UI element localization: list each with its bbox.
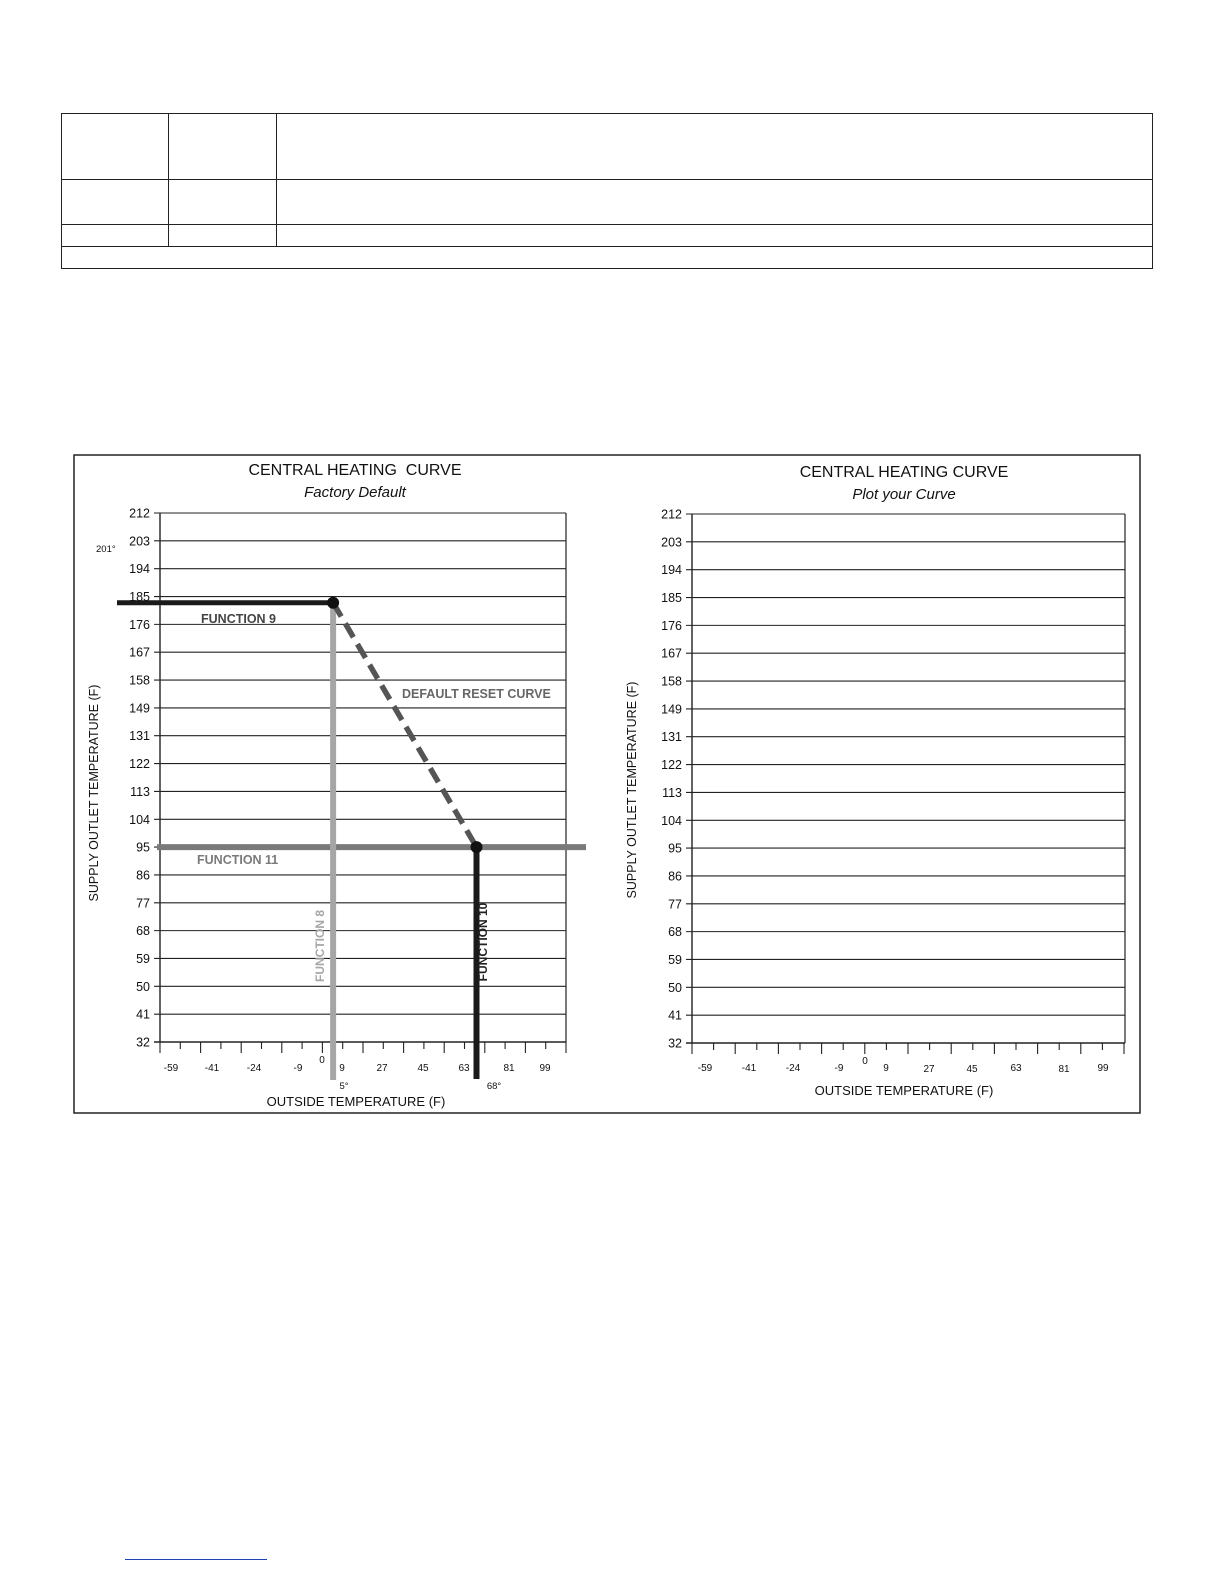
function-9-label: FUNCTION 9 (201, 612, 276, 626)
x-tick-label: 63 (1010, 1063, 1022, 1074)
x-tick-labels (692, 1043, 1124, 1075)
y-tick-label: 59 (136, 951, 150, 966)
x-tick-label: -41 (204, 1063, 220, 1074)
y-tick-label: 167 (661, 646, 682, 661)
y-tick-label: 194 (129, 562, 150, 577)
annotation-68: 68° (486, 1081, 502, 1092)
chart-subtitle: Plot your Curve (852, 486, 956, 503)
x-tick-labels (160, 1042, 566, 1074)
y-tick-label: 113 (662, 785, 682, 800)
chart-title: CENTRAL HEATING CURVE (799, 464, 1009, 481)
y-tick-label: 212 (129, 506, 150, 521)
y-tick-label: 68 (668, 925, 682, 940)
y-tick-label: 131 (661, 730, 682, 745)
x-tick-label: 99 (1097, 1063, 1109, 1074)
footnote-rule (125, 1559, 267, 1560)
x-tick-label: 0 (319, 1055, 325, 1066)
x-tick-label: 27 (923, 1064, 935, 1075)
y-tick-label: 104 (661, 813, 682, 828)
chart-plot-your-curve (625, 464, 1125, 1098)
chart-factory-default (87, 462, 586, 1109)
y-tick-label: 194 (661, 563, 682, 578)
y-tick-label: 212 (661, 507, 682, 522)
function-11-label: FUNCTION 11 (197, 853, 279, 867)
x-tick-label: 0 (862, 1056, 868, 1067)
chart-subtitle: Factory Default (304, 484, 406, 501)
y-tick-label: 95 (668, 841, 682, 856)
y-tick-label: 176 (661, 618, 682, 633)
y-tick-label: 95 (136, 840, 150, 855)
y-tick-label: 50 (668, 980, 682, 995)
y-tick-label: 203 (129, 534, 150, 549)
x-tick-label: -59 (697, 1063, 713, 1074)
annotation-201: 201° (96, 544, 116, 555)
y-tick-label: 122 (129, 757, 150, 772)
x-tick-label: 45 (417, 1063, 429, 1074)
y-tick-label: 104 (129, 812, 150, 827)
y-tick-label: 203 (661, 535, 682, 550)
function-10-label: FUNCTION 10 (476, 902, 490, 982)
y-tick-labels (661, 508, 682, 1051)
x-tick-label: 9 (339, 1063, 345, 1074)
y-tick-label: 32 (668, 1036, 682, 1051)
y-tick-label: 113 (130, 784, 150, 799)
x-tick-label: 27 (376, 1063, 388, 1074)
y-tick-label: 167 (129, 645, 150, 660)
grid (154, 513, 566, 1042)
reset-point-lower (471, 841, 483, 853)
y-tick-label: 185 (661, 591, 682, 606)
y-tick-label: 149 (661, 702, 682, 717)
x-tick-label: -9 (293, 1063, 303, 1074)
x-tick-label: -59 (163, 1063, 179, 1074)
y-tick-label: 32 (136, 1035, 150, 1050)
y-tick-label: 86 (668, 869, 682, 884)
y-tick-labels (129, 507, 150, 1050)
y-tick-label: 158 (129, 673, 150, 688)
y-axis-label: SUPPLY OUTLET TEMPERATURE (F) (625, 681, 639, 899)
y-tick-label: 77 (668, 897, 682, 912)
reset-curve-label: DEFAULT RESET CURVE (402, 687, 551, 701)
x-tick-label: 99 (539, 1063, 551, 1074)
x-tick-label: 81 (1058, 1064, 1070, 1075)
y-tick-label: 122 (661, 758, 682, 773)
y-tick-label: 185 (129, 590, 150, 605)
annotation-5: 5° (339, 1081, 349, 1092)
y-tick-label: 86 (136, 868, 150, 883)
x-tick-label: -41 (741, 1063, 757, 1074)
x-tick-label: -24 (785, 1063, 801, 1074)
y-tick-label: 41 (136, 1007, 150, 1022)
function-8-label: FUNCTION 8 (313, 910, 327, 982)
y-tick-label: 50 (136, 979, 150, 994)
x-tick-label: 81 (503, 1063, 515, 1074)
y-tick-label: 158 (661, 674, 682, 689)
y-tick-label: 68 (136, 924, 150, 939)
y-tick-label: 149 (129, 701, 150, 716)
x-tick-label: 45 (966, 1064, 978, 1075)
chart-title: CENTRAL HEATING CURVE (248, 462, 462, 479)
y-axis-label: SUPPLY OUTLET TEMPERATURE (F) (87, 684, 101, 902)
x-tick-label: 63 (458, 1063, 470, 1074)
y-tick-label: 176 (129, 617, 150, 632)
grid (686, 514, 1125, 1043)
x-axis-label: OUTSIDE TEMPERATURE (F) (814, 1083, 994, 1098)
default-reset-curve (333, 603, 476, 847)
y-tick-label: 131 (129, 729, 150, 744)
y-tick-label: 59 (668, 952, 682, 967)
x-tick-label: 9 (883, 1063, 889, 1074)
y-tick-label: 77 (136, 896, 150, 911)
series-layer (96, 544, 586, 1092)
x-axis-label: OUTSIDE TEMPERATURE (F) (266, 1094, 446, 1109)
x-tick-label: -9 (834, 1063, 844, 1074)
reset-point-upper (327, 597, 339, 609)
y-tick-label: 41 (668, 1008, 682, 1023)
x-tick-label: -24 (246, 1063, 262, 1074)
